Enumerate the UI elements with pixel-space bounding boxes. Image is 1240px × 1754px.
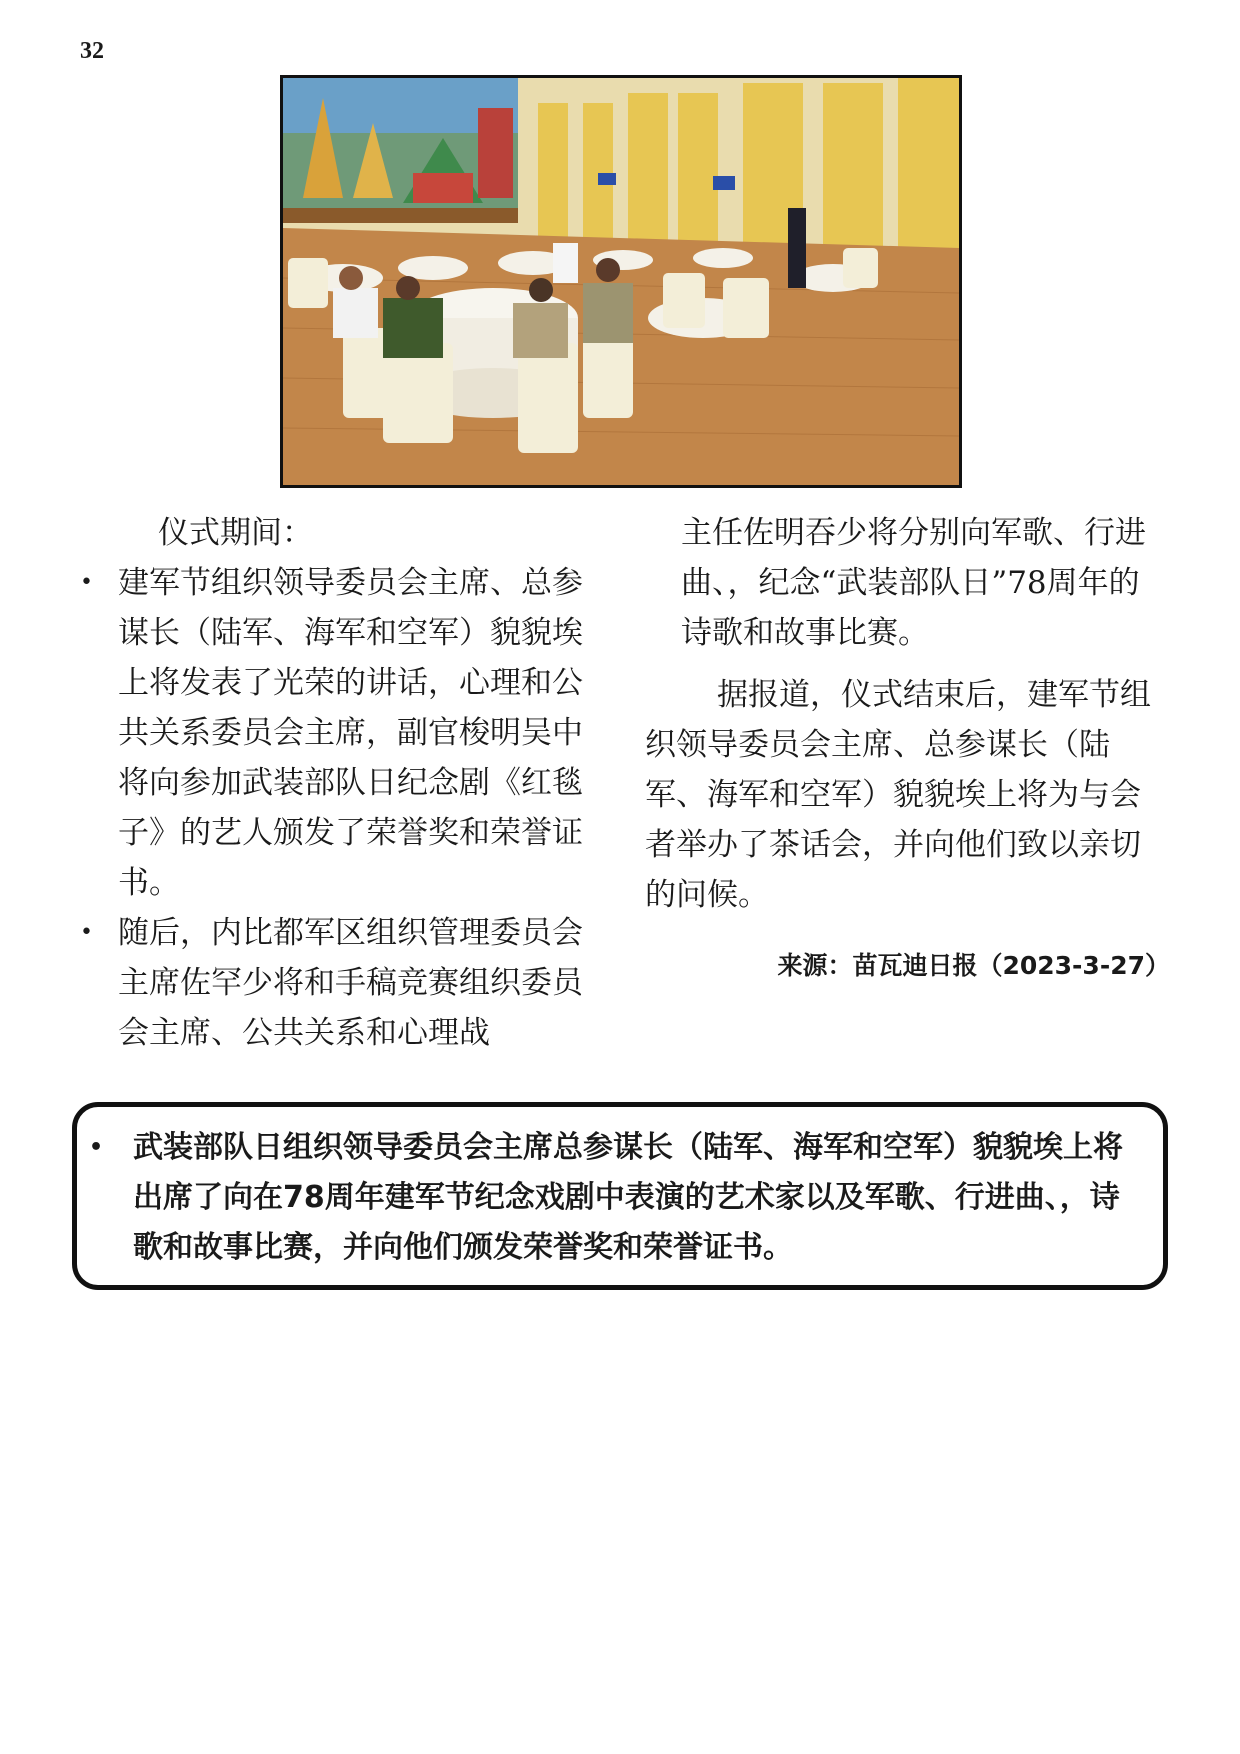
bullet-text: 建军节组织领导委员会主席、总参谋长（陆军、海军和空军）貌貌埃上将发表了光荣的讲话，心理和公共关系委员会主席，副官梭明吴中将向参加武装部队日纪念剧《红毯子》的艺人颁发了荣誉奖和荣誉证书。 [118,565,583,901]
bullet-dot-icon: • [89,1135,104,1160]
left-column [80,508,596,1058]
bullet-dot-icon: • [80,920,93,945]
page-number: 32 [80,38,104,64]
bullet-list [80,558,596,1058]
bullet-item [80,908,596,1058]
summary-box [72,1102,1168,1290]
bullet-dot-icon: • [80,570,93,595]
intro-text: 仪式期间： [158,515,313,551]
right-column [645,508,1155,920]
bullet-text: 随后，内比都军区组织管理委员会主席佐罕少将和手稿竞赛组织委员会主席、公共关系和心理战 [118,915,583,1051]
report-paragraph: 据报道，仪式结束后，建军节组织领导委员会主席、总参谋长（陆军、海军和空军）貌貌埃上将为与会者举办了茶话会，并向他们致以亲切的问候。 [645,677,1151,913]
bullet-item [80,558,596,908]
banquet-hall-photo [280,75,962,488]
summary-text: 武装部队日组织领导委员会主席总参谋长（陆军、海军和空军）貌貌埃上将出席了向在78周年建军节纪念戏剧中表演的艺术家以及军歌、行进曲、，诗歌和故事比赛，并向他们颁发荣誉奖和荣誉证书。 [133,1130,1123,1265]
source-citation: 来源：苗瓦迪日报（2023-3-27） [777,951,1170,980]
continuation-text: 主任佐明吞少将分别向军歌、行进曲、，纪念“武装部队日”78周年的诗歌和故事比赛。 [681,515,1146,651]
summary-text-block [89,1123,1148,1273]
